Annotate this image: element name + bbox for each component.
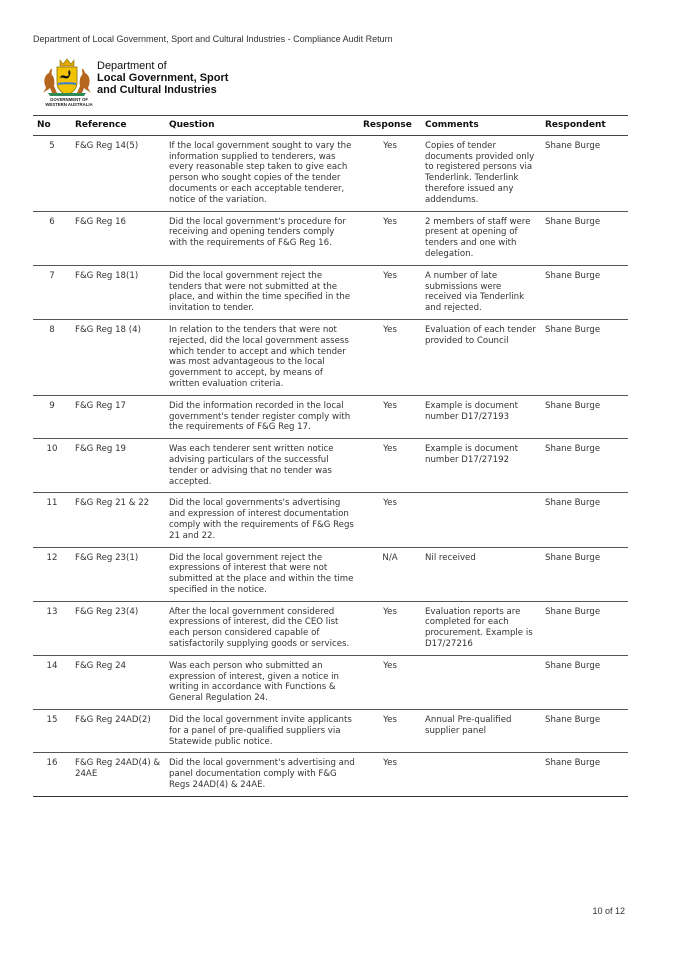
table-row bbox=[33, 710, 628, 753]
cell-no: 15 bbox=[33, 710, 71, 753]
cell-reference: F&G Reg 19 bbox=[71, 439, 165, 493]
cell-reference: F&G Reg 16 bbox=[71, 211, 165, 265]
table-row bbox=[33, 265, 628, 319]
running-header: Department of Local Government, Sport and Cultural Industries - Compliance Audit Return bbox=[33, 34, 393, 44]
cell-reference: F&G Reg 24 bbox=[71, 655, 165, 709]
cell-question: Did the local government invite applicants for a panel of pre-qualified suppliers via Statewide public notice. bbox=[165, 710, 359, 753]
cell-respondent: Shane Burge bbox=[541, 493, 628, 547]
column-header-response: Response bbox=[359, 116, 421, 136]
compliance-table bbox=[33, 115, 628, 797]
cell-question: Was each person who submitted an expression of interest, given a notice in writing in accordance with Functions & General Regulation 24. bbox=[165, 655, 359, 709]
column-header-question: Question bbox=[165, 116, 359, 136]
cell-respondent: Shane Burge bbox=[541, 135, 628, 211]
cell-no: 16 bbox=[33, 753, 71, 796]
cell-respondent: Shane Burge bbox=[541, 753, 628, 796]
cell-question: Did the local governments's advertising and expression of interest documentation comply with the requirements of F&G Regs 21 and 22. bbox=[165, 493, 359, 547]
table-row bbox=[33, 439, 628, 493]
cell-comments: Annual Pre-qualified supplier panel bbox=[421, 710, 541, 753]
cell-question: After the local government considered expressions of interest, did the CEO list each person considered capable of satisfactorily supplying goods or services. bbox=[165, 601, 359, 655]
dept-line3: and Cultural Industries bbox=[97, 84, 217, 96]
column-header-comments: Comments bbox=[421, 116, 541, 136]
cell-comments: A number of late submissions were received via Tenderlink and rejected. bbox=[421, 265, 541, 319]
cell-respondent: Shane Burge bbox=[541, 265, 628, 319]
cell-question: Did the information recorded in the local government's tender register comply with the requirements of F&G Reg 17. bbox=[165, 395, 359, 438]
cell-response: Yes bbox=[359, 439, 421, 493]
cell-response: Yes bbox=[359, 395, 421, 438]
cell-question: Did the local government's procedure for receiving and opening tenders comply with the requirements of F&G Reg 16. bbox=[165, 211, 359, 265]
department-name bbox=[97, 60, 228, 96]
column-header-no: No bbox=[33, 116, 71, 136]
cell-question: Did the local government reject the expressions of interest that were not submitted at the place and within the time specified in the notice. bbox=[165, 547, 359, 601]
cell-response: Yes bbox=[359, 135, 421, 211]
cell-respondent: Shane Burge bbox=[541, 319, 628, 395]
crest-caption-line2: WESTERN AUSTRALIA bbox=[45, 102, 93, 107]
cell-reference: F&G Reg 18(1) bbox=[71, 265, 165, 319]
column-header-respondent: Respondent bbox=[541, 116, 628, 136]
cell-response: Yes bbox=[359, 319, 421, 395]
table-row bbox=[33, 135, 628, 211]
cell-comments bbox=[421, 753, 541, 796]
cell-comments: Evaluation of each tender provided to Council bbox=[421, 319, 541, 395]
cell-response: Yes bbox=[359, 211, 421, 265]
cell-comments: Example is document number D17/27192 bbox=[421, 439, 541, 493]
cell-comments: Evaluation reports are completed for each procurement. Example is D17/27216 bbox=[421, 601, 541, 655]
cell-reference: F&G Reg 17 bbox=[71, 395, 165, 438]
dept-line2: Local Government, Sport bbox=[97, 72, 229, 84]
table-row bbox=[33, 547, 628, 601]
cell-reference: F&G Reg 24AD(4) & 24AE bbox=[71, 753, 165, 796]
cell-response: N/A bbox=[359, 547, 421, 601]
cell-reference: F&G Reg 18 (4) bbox=[71, 319, 165, 395]
cell-respondent: Shane Burge bbox=[541, 655, 628, 709]
cell-comments: Copies of tender documents provided only to registered persons via Tenderlink. Tenderlink therefore issued any addendums. bbox=[421, 135, 541, 211]
cell-no: 11 bbox=[33, 493, 71, 547]
table-row bbox=[33, 601, 628, 655]
crest-caption bbox=[39, 97, 99, 107]
cell-respondent: Shane Burge bbox=[541, 710, 628, 753]
cell-comments: Nil received bbox=[421, 547, 541, 601]
cell-reference: F&G Reg 14(5) bbox=[71, 135, 165, 211]
cell-response: Yes bbox=[359, 601, 421, 655]
table-row bbox=[33, 493, 628, 547]
cell-no: 14 bbox=[33, 655, 71, 709]
cell-no: 13 bbox=[33, 601, 71, 655]
department-logo bbox=[38, 55, 238, 107]
table-header-row bbox=[33, 116, 628, 136]
cell-comments bbox=[421, 493, 541, 547]
cell-no: 7 bbox=[33, 265, 71, 319]
cell-reference: F&G Reg 24AD(2) bbox=[71, 710, 165, 753]
dept-line1: Department of bbox=[97, 60, 167, 72]
cell-respondent: Shane Burge bbox=[541, 601, 628, 655]
cell-comments: 2 members of staff were present at opening of tenders and one with delegation. bbox=[421, 211, 541, 265]
cell-no: 8 bbox=[33, 319, 71, 395]
cell-respondent: Shane Burge bbox=[541, 547, 628, 601]
cell-no: 12 bbox=[33, 547, 71, 601]
cell-respondent: Shane Burge bbox=[541, 211, 628, 265]
column-header-reference: Reference bbox=[71, 116, 165, 136]
table-row bbox=[33, 211, 628, 265]
cell-question: Was each tenderer sent written notice advising particulars of the successful tender or advising that no tender was accepted. bbox=[165, 439, 359, 493]
cell-no: 5 bbox=[33, 135, 71, 211]
cell-question: If the local government sought to vary the information supplied to tenderers, was every reasonable step taken to give each person who sought copies of the tender documents or each acceptable tenderer, notice of the variation. bbox=[165, 135, 359, 211]
cell-response: Yes bbox=[359, 710, 421, 753]
table-body bbox=[33, 135, 628, 796]
cell-response: Yes bbox=[359, 753, 421, 796]
cell-reference: F&G Reg 23(4) bbox=[71, 601, 165, 655]
cell-no: 6 bbox=[33, 211, 71, 265]
cell-respondent: Shane Burge bbox=[541, 439, 628, 493]
cell-response: Yes bbox=[359, 265, 421, 319]
cell-question: Did the local government's advertising and panel documentation comply with F&G Regs 24AD(4) & 24AE. bbox=[165, 753, 359, 796]
cell-comments bbox=[421, 655, 541, 709]
page-number: 10 of 12 bbox=[592, 906, 625, 916]
table-row bbox=[33, 655, 628, 709]
table-row bbox=[33, 395, 628, 438]
cell-reference: F&G Reg 21 & 22 bbox=[71, 493, 165, 547]
table-row bbox=[33, 319, 628, 395]
cell-response: Yes bbox=[359, 493, 421, 547]
cell-response: Yes bbox=[359, 655, 421, 709]
cell-question: Did the local government reject the tenders that were not submitted at the place, and within the time specified in the invitation to tender. bbox=[165, 265, 359, 319]
table-row bbox=[33, 753, 628, 796]
crest-caption-line1: GOVERNMENT OF bbox=[50, 97, 88, 102]
cell-no: 9 bbox=[33, 395, 71, 438]
cell-question: In relation to the tenders that were not rejected, did the local government assess which tender to accept and which tender was most advantageous to the local government to accept, by means of written evaluation criteria. bbox=[165, 319, 359, 395]
cell-respondent: Shane Burge bbox=[541, 395, 628, 438]
cell-comments: Example is document number D17/27193 bbox=[421, 395, 541, 438]
cell-no: 10 bbox=[33, 439, 71, 493]
cell-reference: F&G Reg 23(1) bbox=[71, 547, 165, 601]
